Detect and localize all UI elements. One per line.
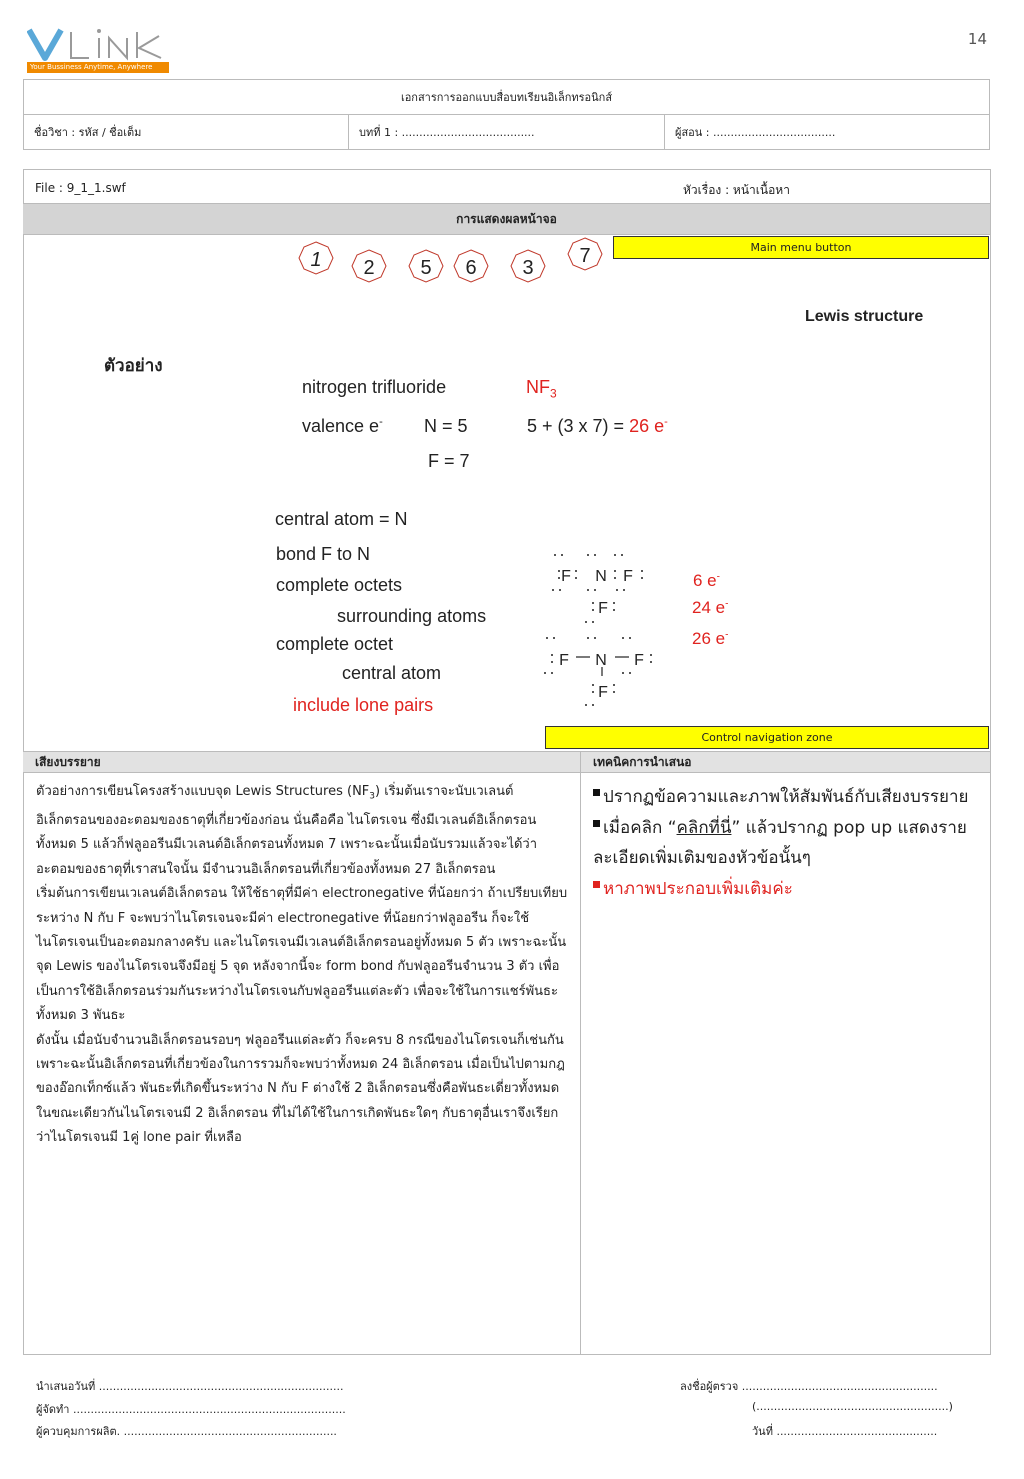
technique-list	[593, 782, 985, 904]
electrons-26: 26 e-	[692, 629, 729, 648]
valence-label	[302, 416, 383, 437]
lewis-bottom-f-left: F	[559, 652, 569, 669]
formula	[526, 377, 557, 401]
technique-item-3: หาภาพประกอบเพิ่มเติมค่ะ	[593, 874, 985, 905]
footer-review-date: วันที่ ..............................................	[752, 1425, 938, 1438]
marker-5-label: 5	[420, 257, 432, 279]
bullet-square-icon	[593, 881, 600, 888]
column-divider	[580, 751, 581, 1354]
nitrogen-valence: N = 5	[424, 416, 468, 436]
electrons-24: 24 e-	[692, 598, 729, 617]
marker-2	[352, 250, 386, 282]
calc-result: 26 e	[624, 416, 665, 436]
lewis-bottom-n: N	[595, 652, 607, 669]
lewis-dot-diagrams	[535, 545, 665, 715]
marker-1	[299, 242, 333, 274]
narration-paragraph-2: เริ่มต้นการเขียนเวเลนต์อิเล็กตรอน ให้ใช้ธาตุที่มีค่า electronegative ที่น้อยกว่า ถ้าเปรียบเทียบระหว่าง N กับ F จะพบว่าไนโตรเจนจะมีค่า electronegative ที่น้อยกว่าฟลูออรีน ก็จะใช้ไนโตรเจนเป็นอะตอมกลางครับ และไนโตรเจนมีเวเลนต์อิเล็กตรอนอยู่ทั้งหมด 5 ตัว เพราะฉะนั้นจุด Lewis ของไนโตรเจนจึงมีอยู่ 5 จุด หลังจากนี้จะ form bond กับฟลูออรีนจำนวน 3 ตัว เพื่อเป็นการใช้อิเล็กตรอนร่วมกันระหว่างไนโตรเจนกับฟลูออรีนแต่ละตัว เพื่อจะใช้ในการแชร์พันธะทั้งหมด 3 พันธะ	[36, 886, 568, 1024]
lewis-bottom-f-right: F	[634, 652, 644, 669]
lewis-bottom-f-bottom: F	[598, 684, 608, 701]
narration-header: เสียงบรรยาย	[23, 751, 581, 773]
marker-3	[511, 250, 545, 282]
lesson-field: บทที่ 1 : ......................................	[349, 115, 665, 150]
marker-3-label: 3	[522, 257, 534, 279]
electrons-6: 6 e-	[693, 571, 720, 590]
bullet-square-icon	[593, 789, 600, 796]
calc-expression: 5 + (3 x 7) =	[527, 416, 625, 436]
control-navigation-zone[interactable]: Control navigation zone	[545, 726, 989, 749]
footer-reviewer-signature: ลงชื่อผู้ตรวจ ........................................................	[680, 1380, 938, 1393]
valence-sup: -	[379, 416, 383, 428]
lewis-structure-title: Lewis structure	[805, 308, 924, 325]
lewis-top-n: N	[595, 568, 607, 585]
marker-5	[409, 250, 443, 282]
include-lone-pairs-line: include lone pairs	[293, 695, 434, 715]
instructor-field: ผู้สอน : ...................................	[665, 115, 990, 150]
complete-octets-line: complete octets	[276, 575, 403, 595]
footer-reviewer-name: (.......................................................)	[752, 1400, 953, 1413]
technique-item-1: ปรากฏข้อความและภาพให้สัมพันธ์กับเสียงบรรยาย	[593, 782, 985, 813]
narration-paragraph-1: ตัวอย่างการเขียนโครงสร้างแบบจุด Lewis Structures $(NF_3)$ เริ่มต้นเราจะนับเวเลนต์อิเล็กตรอนของอะตอมของธาตุที่เกี่ยวข้องก่อน นั่นคือคือ ไนโตรเจน ซึ่งมีเวเลนต์อิเล็กตรอนทั้งหมด 5 แล้วก็ฟลูออรีนมีเวเลนต์อิเล็กตรอนทั้งหมด 7 เพราะฉะนั้นเมื่อนับรวมแล้วจะได้ว่าอะตอมของธาตุที่เราสนใจนั้น มีจำนวนอิเล็กตรอนที่เกี่ยวข้องทั้งหมด 27 อิเล็กตรอน	[36, 784, 538, 877]
topic-label: หัวเรื่อง : หน้าเนื้อหา	[683, 183, 790, 197]
click-here-link[interactable]: คลิกที่นี่	[676, 817, 732, 838]
lewis-top-f-right: F	[623, 568, 633, 585]
compound-name: nitrogen trifluoride	[302, 377, 447, 397]
narration-text	[36, 780, 571, 1151]
complete-octet-line: complete octet	[276, 634, 394, 654]
file-name: File : 9_1_1.swf	[35, 181, 126, 195]
screen-section-title: การแสดงผลหน้าจอ	[23, 203, 990, 235]
electron-calc	[527, 416, 668, 437]
surrounding-atoms-line: surrounding atoms	[337, 606, 487, 626]
footer-production-controller: ผู้ควบคุมการผลิต. .............................................................	[36, 1425, 337, 1438]
valence-text: valence e	[302, 416, 380, 436]
footer-producer: ผู้จัดทำ ..............................................................................	[36, 1403, 346, 1416]
marker-2-label: 2	[363, 257, 375, 279]
formula-subscript: 3	[550, 386, 557, 401]
example-label: ตัวอย่าง	[104, 356, 163, 376]
narration-paragraph-3: ดังนั้น เมื่อนับจำนวนอิเล็กตรอนรอบๆ ฟลูออรีนแต่ละตัว ก็จะครบ 8 กรณีของไนโตรเจนก็เช่นกัน เพราะฉะนั้นอิเล็กตรอนที่เกี่ยวข้องในการรวมก็จะพบว่าทั้งหมด 24 อิเล็กตรอน เมื่อเป็นไปตามกฎของอ๊อกเท็กซ์แล้ว พันธะที่เกิดขึ้นระหว่าง N กับ F ต่างใช้ 2 อิเล็กตรอนซึ่งคือพันธะเดี่ยวทั้งหมด ในขณะเดียวกันไนโตรเจนมี 2 อิเล็กตรอน ที่ไม่ได้ใช้ในการเกิดพันธะใดๆ กับธาตุอื่นเราจึงเรียกว่าไนโตรเจนมี 1คู่ lone pair ที่เหลือ	[36, 1032, 565, 1146]
central-atom-sub-line: central atom	[342, 663, 442, 683]
central-atom-line: central atom = N	[275, 509, 408, 529]
page-number: 14	[967, 30, 987, 48]
marker-1-label: 1	[310, 249, 322, 271]
technique-header: เทคนิคการนำเสนอ	[581, 751, 990, 773]
marker-7-label: 7	[579, 245, 591, 267]
lewis-top-f-bottom: F	[598, 600, 608, 617]
formula-main: NF	[526, 377, 550, 397]
footer-presented-date: นำเสนอวันที่ ......................................................................	[36, 1380, 344, 1393]
subject-field: ชื่อวิชา : รหัส / ชื่อเต็ม	[24, 115, 349, 150]
fluorine-valence: F = 7	[428, 451, 470, 471]
lewis-top-f-left: F	[561, 568, 571, 585]
bond-line: bond F to N	[276, 544, 371, 564]
marker-6	[454, 250, 488, 282]
logo-tagline: Your Bussiness Anytime, Anywhere	[27, 62, 169, 73]
marker-7	[568, 238, 602, 270]
main-menu-button-zone[interactable]: Main menu button	[613, 236, 989, 259]
document-title: เอกสารการออกแบบสื่อบทเรียนอิเล็กทรอนิกส์	[24, 80, 990, 115]
calc-sup: -	[664, 416, 668, 428]
marker-6-label: 6	[465, 257, 477, 279]
technique-item-2: เมื่อคลิก “คลิกที่นี่” แล้วปรากฏ pop up แสดงรายละเอียดเพิ่มเติมของหัวข้อนั้นๆ	[593, 817, 967, 868]
bullet-square-icon	[593, 820, 600, 827]
